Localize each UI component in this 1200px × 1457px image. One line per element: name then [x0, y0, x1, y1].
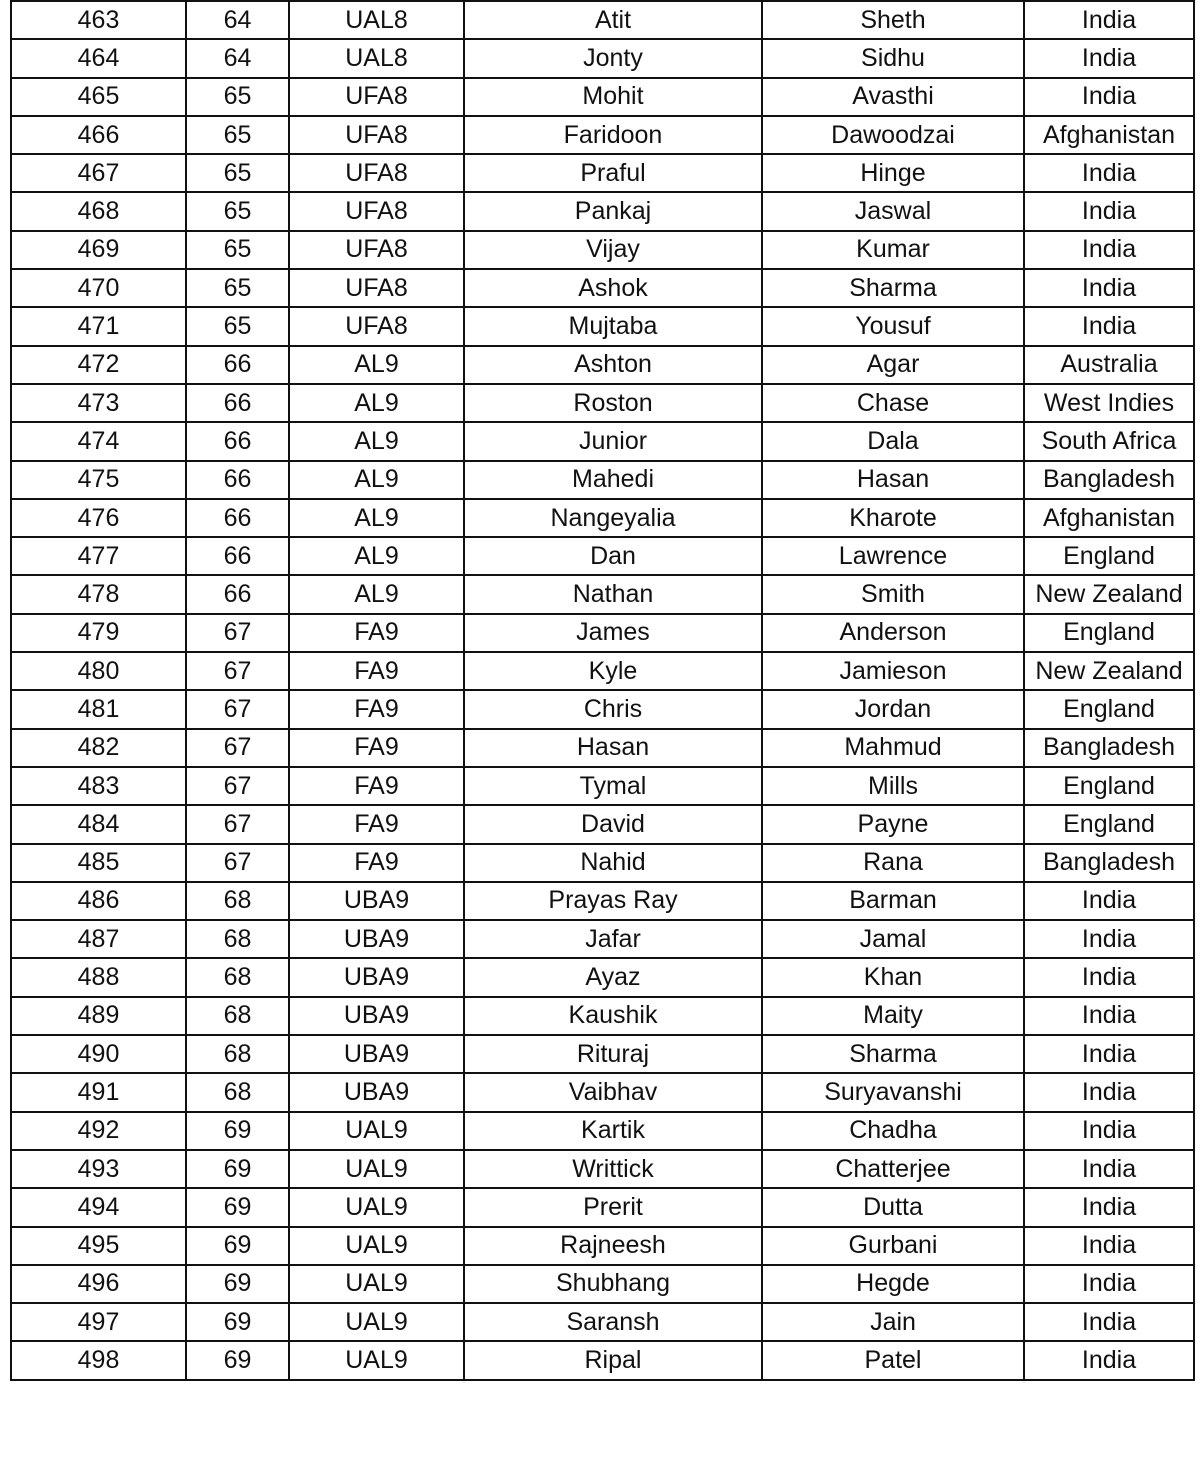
first-name-cell: David [464, 805, 762, 843]
set-code-cell: UAL9 [289, 1112, 464, 1150]
last-name-cell: Hinge [762, 154, 1024, 192]
set-number-cell: 66 [186, 422, 289, 460]
set-code-cell: UBA9 [289, 882, 464, 920]
set-number-cell: 67 [186, 614, 289, 652]
set-number-cell: 68 [186, 1073, 289, 1111]
serial-number-cell: 486 [11, 882, 186, 920]
first-name-cell: Mujtaba [464, 307, 762, 345]
serial-number-cell: 472 [11, 346, 186, 384]
table-row [11, 307, 1194, 345]
first-name-cell: Rajneesh [464, 1227, 762, 1265]
last-name-cell: Gurbani [762, 1227, 1024, 1265]
serial-number-cell: 473 [11, 384, 186, 422]
table-row [11, 384, 1194, 422]
set-code-cell: UFA8 [289, 307, 464, 345]
last-name-cell: Payne [762, 805, 1024, 843]
table-row [11, 116, 1194, 154]
country-cell: England [1024, 767, 1194, 805]
country-cell: England [1024, 537, 1194, 575]
country-cell: Australia [1024, 346, 1194, 384]
table-row [11, 690, 1194, 728]
table-row [11, 997, 1194, 1035]
first-name-cell: Ayaz [464, 958, 762, 996]
set-code-cell: UBA9 [289, 958, 464, 996]
last-name-cell: Hasan [762, 461, 1024, 499]
country-cell: India [1024, 269, 1194, 307]
first-name-cell: Prerit [464, 1188, 762, 1226]
country-cell: India [1024, 882, 1194, 920]
set-number-cell: 65 [186, 307, 289, 345]
first-name-cell: Jafar [464, 920, 762, 958]
set-code-cell: UAL9 [289, 1341, 464, 1379]
table-row [11, 805, 1194, 843]
player-table-body [11, 1, 1194, 1380]
country-cell: England [1024, 805, 1194, 843]
first-name-cell: Jonty [464, 39, 762, 77]
first-name-cell: Chris [464, 690, 762, 728]
country-cell: Bangladesh [1024, 729, 1194, 767]
first-name-cell: Atit [464, 1, 762, 39]
serial-number-cell: 494 [11, 1188, 186, 1226]
country-cell: India [1024, 1188, 1194, 1226]
set-code-cell: UBA9 [289, 920, 464, 958]
set-code-cell: AL9 [289, 575, 464, 613]
country-cell: India [1024, 39, 1194, 77]
last-name-cell: Anderson [762, 614, 1024, 652]
country-cell: Bangladesh [1024, 844, 1194, 882]
last-name-cell: Jamal [762, 920, 1024, 958]
serial-number-cell: 487 [11, 920, 186, 958]
country-cell: England [1024, 690, 1194, 728]
set-number-cell: 66 [186, 575, 289, 613]
set-code-cell: UAL8 [289, 39, 464, 77]
first-name-cell: Saransh [464, 1303, 762, 1341]
set-code-cell: UAL9 [289, 1227, 464, 1265]
serial-number-cell: 477 [11, 537, 186, 575]
first-name-cell: Pankaj [464, 192, 762, 230]
set-number-cell: 67 [186, 767, 289, 805]
table-row [11, 1227, 1194, 1265]
first-name-cell: Ashton [464, 346, 762, 384]
country-cell: India [1024, 997, 1194, 1035]
set-code-cell: UFA8 [289, 269, 464, 307]
last-name-cell: Smith [762, 575, 1024, 613]
last-name-cell: Hegde [762, 1265, 1024, 1303]
country-cell: India [1024, 192, 1194, 230]
serial-number-cell: 474 [11, 422, 186, 460]
last-name-cell: Lawrence [762, 537, 1024, 575]
set-code-cell: UFA8 [289, 192, 464, 230]
country-cell: India [1024, 1035, 1194, 1073]
table-row [11, 1073, 1194, 1111]
serial-number-cell: 464 [11, 39, 186, 77]
serial-number-cell: 469 [11, 231, 186, 269]
set-number-cell: 68 [186, 1035, 289, 1073]
table-row [11, 1341, 1194, 1379]
first-name-cell: Junior [464, 422, 762, 460]
serial-number-cell: 481 [11, 690, 186, 728]
first-name-cell: Prayas Ray [464, 882, 762, 920]
country-cell: West Indies [1024, 384, 1194, 422]
serial-number-cell: 492 [11, 1112, 186, 1150]
set-number-cell: 69 [186, 1341, 289, 1379]
last-name-cell: Avasthi [762, 78, 1024, 116]
table-row [11, 269, 1194, 307]
last-name-cell: Dutta [762, 1188, 1024, 1226]
player-list-sheet [10, 0, 1193, 1381]
set-number-cell: 66 [186, 461, 289, 499]
table-row [11, 882, 1194, 920]
last-name-cell: Yousuf [762, 307, 1024, 345]
country-cell: India [1024, 154, 1194, 192]
first-name-cell: Tymal [464, 767, 762, 805]
set-number-cell: 68 [186, 997, 289, 1035]
table-row [11, 537, 1194, 575]
country-cell: India [1024, 78, 1194, 116]
set-code-cell: AL9 [289, 422, 464, 460]
set-code-cell: UBA9 [289, 1073, 464, 1111]
set-number-cell: 66 [186, 346, 289, 384]
last-name-cell: Chase [762, 384, 1024, 422]
last-name-cell: Barman [762, 882, 1024, 920]
set-code-cell: AL9 [289, 346, 464, 384]
table-row [11, 231, 1194, 269]
set-code-cell: FA9 [289, 767, 464, 805]
country-cell: New Zealand [1024, 652, 1194, 690]
set-number-cell: 65 [186, 192, 289, 230]
set-code-cell: AL9 [289, 537, 464, 575]
table-row [11, 192, 1194, 230]
serial-number-cell: 463 [11, 1, 186, 39]
serial-number-cell: 484 [11, 805, 186, 843]
set-code-cell: AL9 [289, 384, 464, 422]
set-number-cell: 66 [186, 384, 289, 422]
country-cell: India [1024, 1112, 1194, 1150]
country-cell: South Africa [1024, 422, 1194, 460]
set-code-cell: UFA8 [289, 154, 464, 192]
serial-number-cell: 497 [11, 1303, 186, 1341]
country-cell: New Zealand [1024, 575, 1194, 613]
first-name-cell: Ripal [464, 1341, 762, 1379]
set-number-cell: 67 [186, 652, 289, 690]
set-code-cell: FA9 [289, 652, 464, 690]
last-name-cell: Chadha [762, 1112, 1024, 1150]
serial-number-cell: 493 [11, 1150, 186, 1188]
set-code-cell: AL9 [289, 499, 464, 537]
last-name-cell: Maity [762, 997, 1024, 1035]
set-code-cell: FA9 [289, 729, 464, 767]
table-row [11, 499, 1194, 537]
set-code-cell: UAL8 [289, 1, 464, 39]
table-row [11, 1188, 1194, 1226]
table-row [11, 154, 1194, 192]
serial-number-cell: 471 [11, 307, 186, 345]
last-name-cell: Jordan [762, 690, 1024, 728]
table-row [11, 78, 1194, 116]
last-name-cell: Dawoodzai [762, 116, 1024, 154]
set-number-cell: 68 [186, 882, 289, 920]
first-name-cell: Rituraj [464, 1035, 762, 1073]
country-cell: Bangladesh [1024, 461, 1194, 499]
set-number-cell: 68 [186, 920, 289, 958]
set-code-cell: UBA9 [289, 997, 464, 1035]
last-name-cell: Jamieson [762, 652, 1024, 690]
set-number-cell: 66 [186, 499, 289, 537]
table-row [11, 422, 1194, 460]
set-code-cell: AL9 [289, 461, 464, 499]
table-row [11, 1303, 1194, 1341]
set-number-cell: 64 [186, 39, 289, 77]
set-number-cell: 65 [186, 154, 289, 192]
table-row [11, 1265, 1194, 1303]
serial-number-cell: 485 [11, 844, 186, 882]
table-row [11, 1150, 1194, 1188]
table-row [11, 575, 1194, 613]
last-name-cell: Sheth [762, 1, 1024, 39]
serial-number-cell: 490 [11, 1035, 186, 1073]
first-name-cell: Vaibhav [464, 1073, 762, 1111]
serial-number-cell: 480 [11, 652, 186, 690]
set-number-cell: 69 [186, 1112, 289, 1150]
set-number-cell: 64 [186, 1, 289, 39]
country-cell: India [1024, 1150, 1194, 1188]
first-name-cell: Mohit [464, 78, 762, 116]
last-name-cell: Patel [762, 1341, 1024, 1379]
last-name-cell: Khan [762, 958, 1024, 996]
set-number-cell: 67 [186, 805, 289, 843]
set-number-cell: 65 [186, 231, 289, 269]
first-name-cell: Writtick [464, 1150, 762, 1188]
set-number-cell: 67 [186, 690, 289, 728]
set-code-cell: FA9 [289, 614, 464, 652]
first-name-cell: Hasan [464, 729, 762, 767]
table-row [11, 461, 1194, 499]
serial-number-cell: 489 [11, 997, 186, 1035]
country-cell: India [1024, 920, 1194, 958]
first-name-cell: Nahid [464, 844, 762, 882]
country-cell: India [1024, 1341, 1194, 1379]
last-name-cell: Kumar [762, 231, 1024, 269]
first-name-cell: Nangeyalia [464, 499, 762, 537]
first-name-cell: Dan [464, 537, 762, 575]
last-name-cell: Sharma [762, 269, 1024, 307]
first-name-cell: Ashok [464, 269, 762, 307]
last-name-cell: Kharote [762, 499, 1024, 537]
set-number-cell: 69 [186, 1150, 289, 1188]
country-cell: India [1024, 1265, 1194, 1303]
first-name-cell: Shubhang [464, 1265, 762, 1303]
set-code-cell: UFA8 [289, 231, 464, 269]
table-row [11, 844, 1194, 882]
country-cell: India [1024, 1303, 1194, 1341]
serial-number-cell: 476 [11, 499, 186, 537]
set-code-cell: UAL9 [289, 1150, 464, 1188]
table-row [11, 1035, 1194, 1073]
table-row [11, 958, 1194, 996]
last-name-cell: Chatterjee [762, 1150, 1024, 1188]
set-code-cell: UAL9 [289, 1265, 464, 1303]
last-name-cell: Rana [762, 844, 1024, 882]
first-name-cell: Kaushik [464, 997, 762, 1035]
table-row [11, 39, 1194, 77]
serial-number-cell: 498 [11, 1341, 186, 1379]
set-number-cell: 65 [186, 269, 289, 307]
serial-number-cell: 466 [11, 116, 186, 154]
serial-number-cell: 496 [11, 1265, 186, 1303]
last-name-cell: Jaswal [762, 192, 1024, 230]
first-name-cell: Kartik [464, 1112, 762, 1150]
serial-number-cell: 488 [11, 958, 186, 996]
set-code-cell: UBA9 [289, 1035, 464, 1073]
first-name-cell: Roston [464, 384, 762, 422]
set-number-cell: 65 [186, 116, 289, 154]
table-row [11, 920, 1194, 958]
set-code-cell: FA9 [289, 805, 464, 843]
set-code-cell: UAL9 [289, 1303, 464, 1341]
first-name-cell: Kyle [464, 652, 762, 690]
last-name-cell: Mills [762, 767, 1024, 805]
first-name-cell: James [464, 614, 762, 652]
set-code-cell: UAL9 [289, 1188, 464, 1226]
table-row [11, 729, 1194, 767]
table-row [11, 652, 1194, 690]
set-number-cell: 67 [186, 729, 289, 767]
set-code-cell: FA9 [289, 844, 464, 882]
set-number-cell: 65 [186, 78, 289, 116]
first-name-cell: Nathan [464, 575, 762, 613]
table-row [11, 614, 1194, 652]
player-table [10, 0, 1195, 1381]
table-row [11, 346, 1194, 384]
serial-number-cell: 470 [11, 269, 186, 307]
table-row [11, 1, 1194, 39]
country-cell: India [1024, 307, 1194, 345]
serial-number-cell: 479 [11, 614, 186, 652]
last-name-cell: Mahmud [762, 729, 1024, 767]
set-code-cell: FA9 [289, 690, 464, 728]
serial-number-cell: 467 [11, 154, 186, 192]
serial-number-cell: 465 [11, 78, 186, 116]
country-cell: India [1024, 1227, 1194, 1265]
serial-number-cell: 468 [11, 192, 186, 230]
country-cell: Afghanistan [1024, 499, 1194, 537]
set-code-cell: UFA8 [289, 78, 464, 116]
first-name-cell: Mahedi [464, 461, 762, 499]
country-cell: India [1024, 1073, 1194, 1111]
set-number-cell: 69 [186, 1303, 289, 1341]
last-name-cell: Sidhu [762, 39, 1024, 77]
first-name-cell: Faridoon [464, 116, 762, 154]
set-number-cell: 69 [186, 1227, 289, 1265]
first-name-cell: Praful [464, 154, 762, 192]
serial-number-cell: 475 [11, 461, 186, 499]
set-code-cell: UFA8 [289, 116, 464, 154]
set-number-cell: 68 [186, 958, 289, 996]
set-number-cell: 69 [186, 1265, 289, 1303]
last-name-cell: Dala [762, 422, 1024, 460]
country-cell: India [1024, 1, 1194, 39]
first-name-cell: Vijay [464, 231, 762, 269]
serial-number-cell: 495 [11, 1227, 186, 1265]
country-cell: India [1024, 958, 1194, 996]
set-number-cell: 66 [186, 537, 289, 575]
set-number-cell: 69 [186, 1188, 289, 1226]
country-cell: India [1024, 231, 1194, 269]
last-name-cell: Suryavanshi [762, 1073, 1024, 1111]
serial-number-cell: 482 [11, 729, 186, 767]
table-row [11, 1112, 1194, 1150]
serial-number-cell: 478 [11, 575, 186, 613]
country-cell: Afghanistan [1024, 116, 1194, 154]
serial-number-cell: 483 [11, 767, 186, 805]
set-number-cell: 67 [186, 844, 289, 882]
table-row [11, 767, 1194, 805]
last-name-cell: Jain [762, 1303, 1024, 1341]
country-cell: England [1024, 614, 1194, 652]
serial-number-cell: 491 [11, 1073, 186, 1111]
last-name-cell: Agar [762, 346, 1024, 384]
last-name-cell: Sharma [762, 1035, 1024, 1073]
